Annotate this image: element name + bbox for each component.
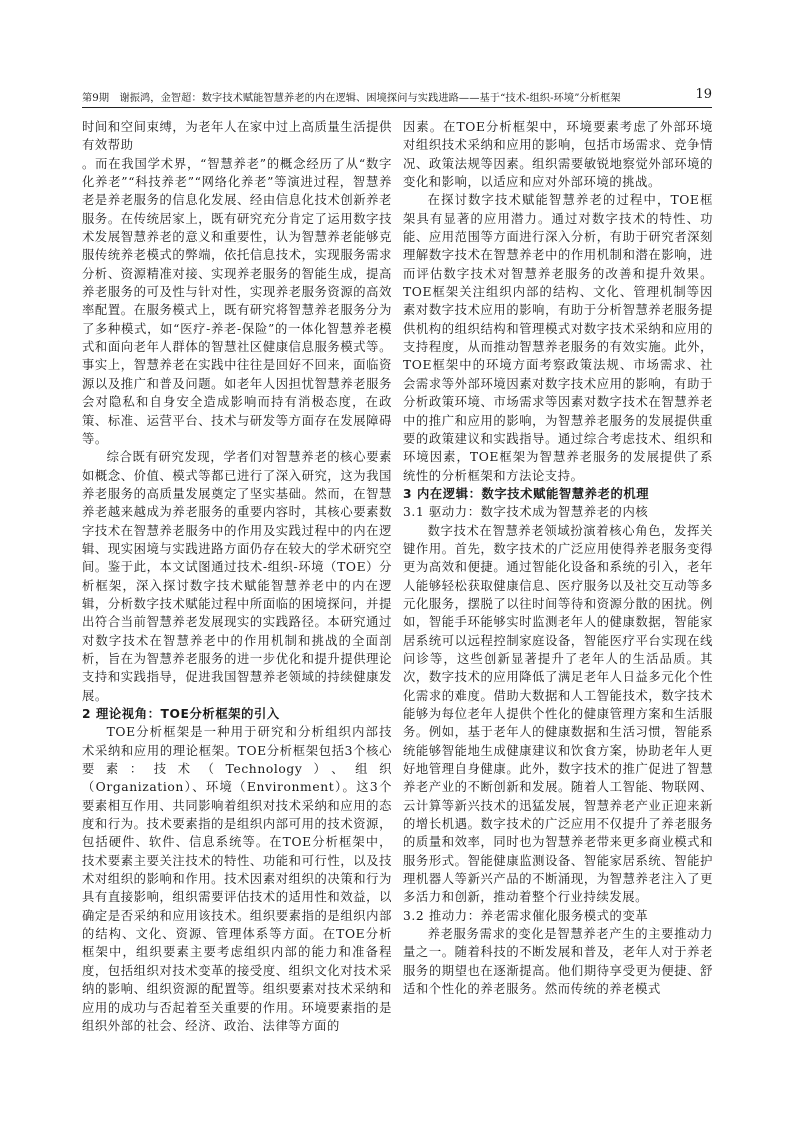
heading-number: 3.1 xyxy=(403,505,425,520)
body-paragraph: 养老服务需求的变化是智慧养老产生的主要推动力量之一。随着科技的不断发展和普及，老年人对于养老服务的期望也在逐渐提高。他们期待享受更为便捷、舒适和个性化的养老服务。然而传统的养老模式 xyxy=(403,927,713,997)
body-paragraph: TOE分析框架是一种用于研究和分析组织内部技术采纳和应用的理论框架。TOE分析框架包括3个核心要素：技术（Technology）、组织（Organization）、环境（Environment）。这3个要素相互作用、共同影响着组织对技术采纳和应用的态度和行为。技术要素指的是组织内部可用的技术资源，包括硬件、软件、信息系统等。在TOE分析框架中，技术要素主要关注技术的特性、功能和可行性，以及技术对组织的影响和作用。技术因素对组织的决策和行为具有直接影响，组织需要评估技术的适用性和效益，以确定是否采纳和应用该技术。组织要素指的是组织内部的结构、文化、资源、管理体系等方面。在TOE分析框架中，组织要素主要考虑组织内部的能力和准备程度，包括组织对技术变革的接受度、组织文化对技术采纳的影响、组织资源的配置等。组织要素对技术采纳和应用的成功与否起着至关重要的作用。环境要素指的是组织外部的社会、经济、政治、法律等方面的 xyxy=(82,725,392,1033)
body-paragraph: 因素。在TOE分析框架中，环境要素考虑了外部环境对组织技术采纳和应用的影响，包括市场需求、竞争情况、政策法规等因素。组织需要敏锐地察觉外部环境的变化和影响，以适应和应对外部环境的挑战。 xyxy=(403,120,713,190)
heading-number: 3 xyxy=(403,486,413,501)
heading-number: 3.2 xyxy=(403,908,425,923)
heading-text: 理论视角：TOE分析框架的引入 xyxy=(96,707,280,721)
body-paragraph: 。而在我国学术界，“智慧养老”的概念经历了从“数字化养老”“科技养老”“网络化养老”等演进过程，智慧养老是养老服务的信息化发展、经由信息化技术创新养老服务。在传统居家上，既有研究充分肯定了运用数字技术发展智慧养老的意义和重要性，认为智慧养老能够克服传统养老模式的弊端，依托信息技术，实现服务需求分析、资源精准对接、实现养老服务的智能生成，提高养老服务的可及性与针对性，实现养老服务资源的高效率配置。在服务模式上，既有研究将智慧养老服务分为了多种模式，如“医疗-养老-保险”的一体化智慧养老模式和面向老年人群体的智慧社区健康信息服务模式等。事实上，智慧养老在实践中往往是回好不回来，面临资源以及推广和普及问题。如老年人因担忧智慧养老服务会对隐私和自身安全造成影响而持有消极态度，在政策、标准、运营平台、技术与研发等方面存在发展障碍等。 xyxy=(82,156,392,446)
subsection-heading xyxy=(403,907,713,925)
running-header xyxy=(82,87,712,108)
body-paragraph: 数字技术在智慧养老领域扮演着核心角色，发挥关键作用。首先，数字技术的广泛应用使得养老服务变得更为高效和便捷。通过智能化设备和系统的引入，老年人能够轻松获取健康信息、医疗服务以及社交互动等多元化服务，摆脱了以往时间等待和资源分散的困扰。例如，智能手环能够实时监测老年人的健康数据，智能家居系统可以远程控制家庭设备，智能医疗平台实现在线问诊等，这些创新显著提升了老年人的生活品质。其次，数字技术的应用降低了满足老年人日益多元化个性化需求的难度。借助大数据和人工智能技术，数字技术能够为每位老年人提供个性化的健康管理方案和生活服务。例如，基于老年人的健康数据和生活习惯，智能系统能够智能地生成健康建议和饮食方案，协助老年人更好地管理自身健康。此外，数字技术的推广促进了智慧养老产业的不断创新和发展。随着人工智能、物联网、云计算等新兴技术的迅猛发展，智慧养老产业正迎来新的增长机遇。数字技术的广泛应用不仅提升了养老服务的质量和效率，同时也为智慧养老带来更多商业模式和服务形式。智能健康监测设备、智能家居系统、智能护理机器人等新兴产品的不断涌现，为智慧养老注入了更多活力和创新，推动着整个行业持续发展。 xyxy=(403,523,713,905)
heading-text: 内在逻辑：数字技术赋能智慧养老的机理 xyxy=(417,486,650,501)
body-paragraph: 综合既有研究发现，学者们对智慧养老的核心要素如概念、价值、模式等都已进行了深入研究，这为我国养老服务的高质量发展奠定了坚实基础。然而，在智慧养老越来越成为养老服务的重要内容时，其核心要素数字技术在智慧养老服务中的作用及实践过程中的内在逻辑、现实困境与实践进路方面仍存在较大的学术研究空间。鉴于此，本文试图通过技术-组织-环境（TOE）分析框架，深入探讨数字技术赋能智慧养老中的内在逻辑，分析数字技术赋能过程中所面临的困境探问，并提出符合当前智慧养老发展现实的实践路径。本研究通过对数字技术在智慧养老中的作用机制和挑战的全面剖析，旨在为智慧养老服务的进一步优化和提升提供理论支持和实践指导，促进我国智慧养老领域的持续健康发展。 xyxy=(82,450,392,703)
body-paragraph: 在探讨数字技术赋能智慧养老的过程中，TOE框架具有显著的应用潜力。通过对数字技术的特性、功能、应用范围等方面进行深入分析，有助于研究者深刻理解数字技术在智慧养老中的作用机制和潜在影响，进而评估数字技术对智慧养老服务的改善和提升效果。TOE框架关注组织内部的结构、文化、管理机制等因素对数字技术应用的影响，有助于分析智慧养老服务提供机构的组织结构和管理模式对数字技术采纳和应用的支持程度，从而推动智慧养老服务的有效实施。此外，TOE框架中的环境方面考察政策法规、市场需求、社会需求等外部环境因素对数字技术应用的影响，有助于分析政策环境、市场需求等因素对数字技术在智慧养老中的推广和应用的影响，为智慧养老服务的发展提供重要的政策建议和实践指导。通过综合考虑技术、组织和环境因素，TOE框架为智慧养老服务的发展提供了系统性的分析框架和方法论支持。 xyxy=(403,193,713,483)
subsection-heading xyxy=(403,503,713,521)
section-heading xyxy=(82,705,392,723)
left-column xyxy=(82,118,392,1035)
heading-text: 驱动力：数字技术成为智慧养老的内核 xyxy=(429,505,649,520)
running-header-title: 第9期 谢振鸿，金智超：数字技术赋能智慧养老的内在逻辑、困境探问与实践进路——基于“技术-组织-环境”分析框架 xyxy=(82,93,621,104)
heading-number: 2 xyxy=(82,707,92,721)
right-column xyxy=(403,118,713,999)
heading-text: 推动力：养老需求催化服务模式的变革 xyxy=(429,908,649,923)
section-heading xyxy=(403,485,713,503)
body-paragraph: 时间和空间束缚，为老年人在家中过上高质量生活提供有效帮助 xyxy=(82,120,392,153)
page-number: 19 xyxy=(695,87,712,102)
